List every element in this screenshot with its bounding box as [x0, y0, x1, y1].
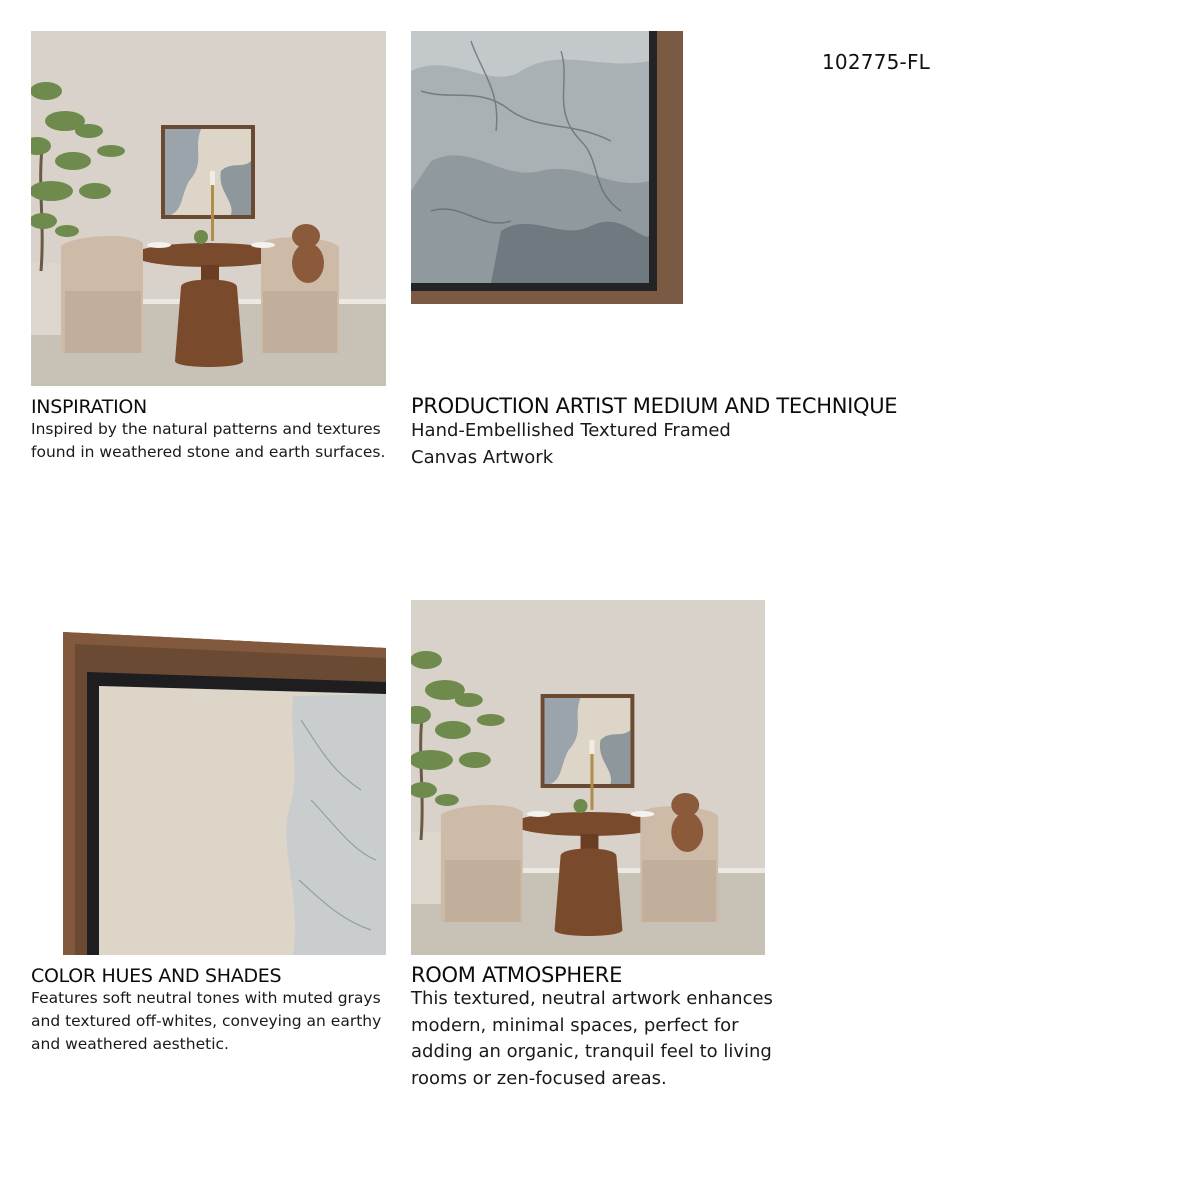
color-text [31, 987, 381, 1056]
color-line: Features soft neutral tones with muted grays [31, 989, 381, 1007]
room-line: This textured, neutral artwork enhances [411, 988, 773, 1009]
room-photo-atmosphere [411, 600, 765, 955]
room-line: adding an organic, tranquil feel to living [411, 1041, 772, 1062]
room-photo-inspiration [31, 31, 386, 386]
color-line: and weathered aesthetic. [31, 1035, 229, 1053]
color-line: and textured off-whites, conveying an earthy [31, 1012, 382, 1030]
color-heading: COLOR HUES AND SHADES [31, 965, 282, 987]
production-line: Hand-Embellished Textured Framed [411, 420, 731, 441]
production-heading: PRODUCTION ARTIST MEDIUM AND TECHNIQUE [411, 394, 898, 418]
room-heading: ROOM ATMOSPHERE [411, 963, 623, 987]
production-line: Canvas Artwork [411, 446, 554, 468]
production-text [411, 418, 731, 471]
room-line: rooms or zen-focused areas. [411, 1067, 667, 1089]
inspiration-heading: INSPIRATION [31, 396, 147, 418]
room-line: modern, minimal spaces, perfect for [411, 1014, 739, 1036]
inspiration-line: Inspired by the natural patterns and textures [31, 420, 381, 438]
inspiration-line: found in weathered stone and earth surfaces. [31, 443, 386, 461]
frame-corner-closeup [31, 600, 386, 955]
artwork-corner-closeup [411, 31, 683, 304]
inspiration-text [31, 418, 385, 464]
product-sku: 102775-FL [822, 50, 931, 74]
room-text [411, 986, 773, 1092]
